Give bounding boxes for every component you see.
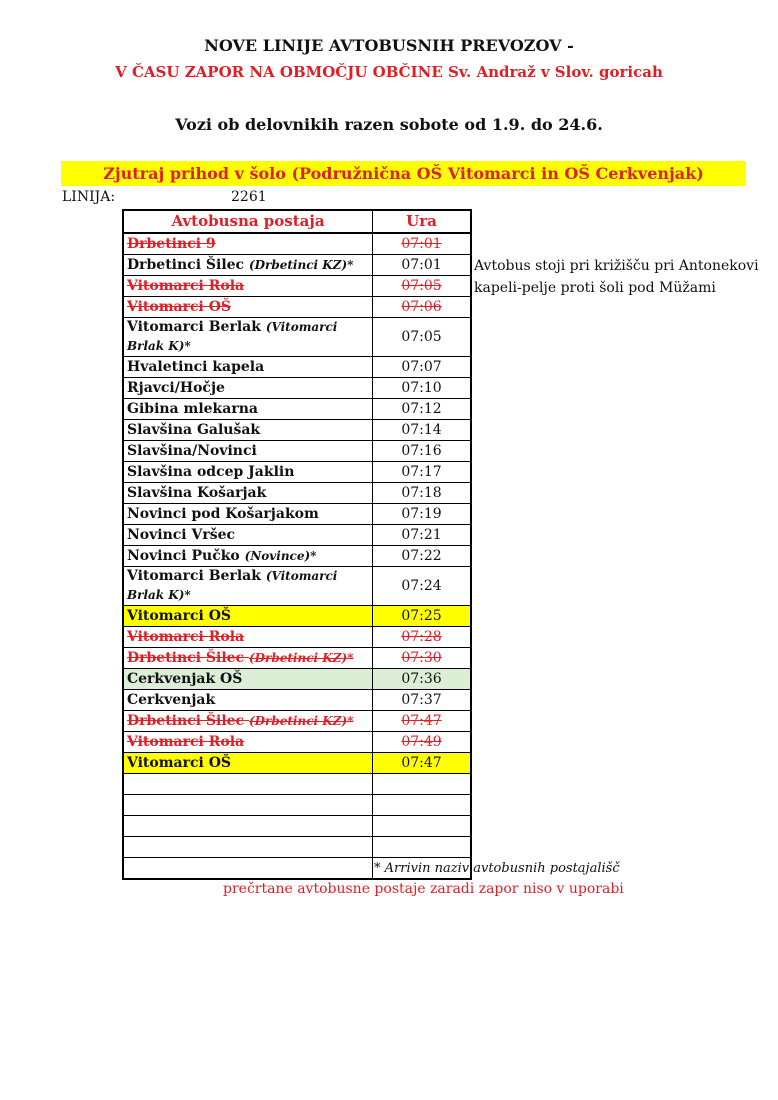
station-alias: (Drbetinci KZ)*: [248, 257, 354, 272]
station-name: Novinci pod Košarjakom: [127, 505, 319, 522]
station-name: Vitomarci Rola: [127, 628, 245, 645]
time-cell: [373, 816, 472, 837]
table-row: [123, 795, 471, 816]
side-note-line-1: Avtobus stoji pri križišču pri Antonekovi: [474, 258, 759, 274]
station-cell: [123, 837, 373, 858]
station-cell: [123, 357, 373, 378]
time-cell: 07:12: [373, 399, 472, 420]
table-row: [123, 504, 471, 525]
station-cell: [123, 420, 373, 441]
time-cell: 07:22: [373, 546, 472, 567]
station-name: Vitomarci Berlak: [127, 568, 261, 584]
table-row: [123, 297, 471, 318]
station-cell: [123, 567, 373, 606]
station-cell: [123, 441, 373, 462]
station-name: Rjavci/Hočje: [127, 379, 225, 396]
station-cell: [123, 711, 373, 732]
header-station: Avtobusna postaja: [123, 210, 373, 233]
table-row: [123, 567, 471, 606]
time-cell: 07:14: [373, 420, 472, 441]
time-cell: 07:28: [373, 627, 472, 648]
time-cell: 07:37: [373, 690, 472, 711]
time-cell: 07:07: [373, 357, 472, 378]
table-row: [123, 378, 471, 399]
station-name: Hvaletinci kapela: [127, 358, 265, 375]
station-name: Vitomarci Rola: [127, 733, 245, 750]
station-name: Vitomarci OŠ: [127, 754, 232, 771]
table-row: [123, 318, 471, 357]
line-label: LINIJA:: [62, 189, 116, 205]
station-cell: [123, 669, 373, 690]
station-cell: [123, 648, 373, 669]
station-alias: (Vitomarci Brlak K)*: [127, 569, 338, 602]
table-row: [123, 525, 471, 546]
station-name: Slavšina odcep Jaklin: [127, 463, 295, 480]
time-cell: [373, 837, 472, 858]
station-name: Novinci Pučko: [127, 547, 240, 564]
station-cell: [123, 483, 373, 504]
station-name: Vitomarci OŠ: [127, 298, 232, 315]
table-row: [123, 462, 471, 483]
table-row: [123, 753, 471, 774]
station-cell: [123, 276, 373, 297]
table-row: [123, 420, 471, 441]
station-cell: [123, 504, 373, 525]
station-cell: [123, 525, 373, 546]
station-alias: (Novince)*: [244, 548, 317, 563]
header-time: Ura: [373, 210, 472, 233]
station-name: Slavšina Košarjak: [127, 484, 267, 501]
station-cell: [123, 255, 373, 276]
station-name: Drbetinci Šilec: [127, 256, 245, 273]
time-cell: 07:25: [373, 606, 472, 627]
station-name: Drbetinci Šilec: [127, 649, 245, 666]
station-name: Drbetinci Šilec: [127, 712, 245, 729]
table-row: [123, 732, 471, 753]
station-name: Cerkvenjak: [127, 691, 216, 708]
document-title: NOVE LINIJE AVTOBUSNIH PREVOZOV -: [204, 36, 574, 55]
table-row: [123, 627, 471, 648]
station-cell: [123, 858, 373, 880]
table-row: [123, 837, 471, 858]
table-row: [123, 606, 471, 627]
table-row: [123, 546, 471, 567]
station-name: Vitomarci OŠ: [127, 607, 232, 624]
time-cell: [373, 795, 472, 816]
table-row: [123, 816, 471, 837]
station-cell: [123, 233, 373, 255]
time-cell: 07:01: [373, 255, 472, 276]
station-cell: [123, 462, 373, 483]
table-row: [123, 648, 471, 669]
schedule-note: Vozi ob delovnikih razen sobote od 1.9. do 24.6.: [175, 115, 603, 134]
time-cell: 07:19: [373, 504, 472, 525]
station-name: Novinci Vršec: [127, 526, 236, 543]
table-row: [123, 276, 471, 297]
time-cell: 07:05: [373, 318, 472, 357]
station-cell: [123, 297, 373, 318]
station-cell: [123, 627, 373, 648]
time-cell: 07:47: [373, 753, 472, 774]
station-name: Cerkvenjak OŠ: [127, 670, 243, 687]
station-name: Slavšina/Novinci: [127, 442, 257, 459]
time-cell: 07:06: [373, 297, 472, 318]
station-alias: (Vitomarci Brlak K)*: [127, 320, 338, 353]
time-cell: 07:18: [373, 483, 472, 504]
station-cell: [123, 753, 373, 774]
station-name: Slavšina Galušak: [127, 421, 261, 438]
time-cell: 07:49: [373, 732, 472, 753]
station-cell: [123, 795, 373, 816]
timetable-header: [123, 210, 471, 233]
table-row: [123, 357, 471, 378]
station-cell: [123, 378, 373, 399]
table-row: [123, 690, 471, 711]
time-cell: 07:21: [373, 525, 472, 546]
side-note-line-2: kapeli-pelje proti šoli pod Müžami: [474, 280, 716, 296]
document-subtitle: V ČASU ZAPOR NA OBMOČJU OBČINE Sv. Andraž v Slov. goricah: [115, 63, 663, 81]
station-name: Vitomarci Berlak: [127, 319, 261, 335]
station-name: Gibina mlekarna: [127, 400, 258, 417]
time-cell: 07:10: [373, 378, 472, 399]
cancelled-footnote: prečrtane avtobusne postaje zaradi zapor niso v uporabi: [223, 881, 624, 897]
table-row: [123, 441, 471, 462]
station-alias: (Drbetinci KZ)*: [248, 650, 354, 665]
time-cell: 07:05: [373, 276, 472, 297]
time-cell: 07:36: [373, 669, 472, 690]
station-name: Vitomarci Rola: [127, 277, 245, 294]
station-cell: [123, 318, 373, 357]
time-cell: 07:30: [373, 648, 472, 669]
station-cell: [123, 774, 373, 795]
station-cell: [123, 816, 373, 837]
time-cell: 07:16: [373, 441, 472, 462]
time-cell: 07:24: [373, 567, 472, 606]
section-banner: Zjutraj prihod v šolo (Podružnična OŠ Vitomarci in OŠ Cerkvenjak): [61, 161, 746, 186]
table-row: [123, 711, 471, 732]
line-number: 2261: [231, 189, 267, 205]
station-alias: (Drbetinci KZ)*: [248, 713, 354, 728]
table-row: [123, 669, 471, 690]
time-cell: 07:47: [373, 711, 472, 732]
station-name: Drbetinci 9: [127, 235, 216, 252]
table-row: [123, 774, 471, 795]
time-cell: 07:01: [373, 233, 472, 255]
alias-footnote: * Arrivin naziv avtobusnih postajališč: [374, 861, 620, 876]
timetable: [122, 209, 472, 880]
station-cell: [123, 606, 373, 627]
table-row: [123, 255, 471, 276]
time-cell: [373, 774, 472, 795]
table-row: [123, 399, 471, 420]
station-cell: [123, 732, 373, 753]
table-row: [123, 483, 471, 504]
station-cell: [123, 399, 373, 420]
table-row: [123, 233, 471, 255]
station-cell: [123, 546, 373, 567]
time-cell: 07:17: [373, 462, 472, 483]
station-cell: [123, 690, 373, 711]
